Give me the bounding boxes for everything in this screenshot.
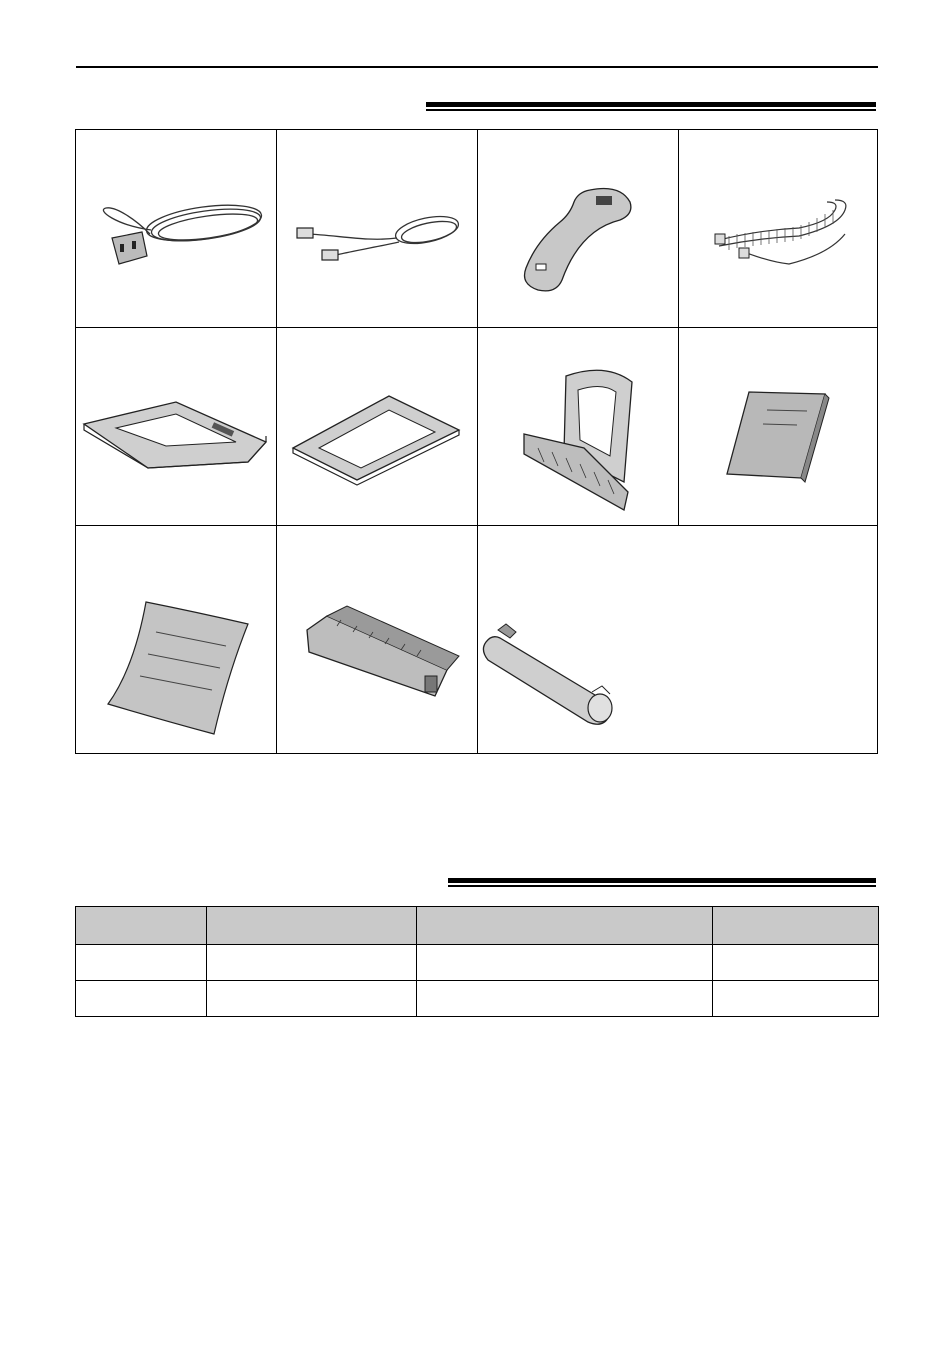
accessory-telephone-line-cord	[277, 130, 477, 327]
table-header-cell	[207, 907, 417, 945]
table-header-cell	[417, 907, 713, 945]
table-cell	[713, 945, 879, 981]
table-cell	[417, 945, 713, 981]
table-cell	[713, 981, 879, 1017]
parts-heading-rule	[448, 878, 876, 887]
table-header-cell	[713, 907, 879, 945]
parts-table	[75, 906, 879, 1017]
accessory-power-cord	[76, 130, 276, 327]
paper-tray-cover-icon	[277, 328, 477, 525]
power-cord-icon	[76, 130, 276, 327]
table-cell	[207, 945, 417, 981]
handset-icon	[478, 130, 678, 327]
accessories-heading-rule	[426, 102, 876, 111]
table-header-row	[76, 907, 879, 945]
accessory-sheet	[76, 526, 276, 753]
operating-instructions-icon	[679, 328, 877, 525]
table-cell	[417, 981, 713, 1017]
sheet-icon	[76, 526, 276, 753]
page-top-rule	[76, 66, 878, 68]
table-row	[76, 945, 879, 981]
drum-cartridge-icon	[277, 526, 477, 753]
paper-tray-icon	[76, 328, 276, 525]
paper-support-icon	[478, 328, 678, 525]
table-cell	[76, 981, 207, 1017]
table-row	[76, 981, 879, 1017]
accessory-handset-cord	[679, 130, 877, 327]
telephone-line-cord-icon	[277, 130, 477, 327]
toner-cartridge-icon	[478, 526, 877, 753]
accessories-grid	[75, 129, 878, 754]
accessory-paper-support	[478, 328, 678, 525]
accessory-operating-instructions	[679, 328, 877, 525]
accessory-toner-cartridge	[478, 526, 877, 753]
handset-cord-icon	[679, 130, 877, 327]
table-header-cell	[76, 907, 207, 945]
accessory-paper-tray-cover	[277, 328, 477, 525]
table-cell	[76, 945, 207, 981]
accessory-handset	[478, 130, 678, 327]
table-cell	[207, 981, 417, 1017]
accessory-paper-tray	[76, 328, 276, 525]
accessory-drum-cartridge	[277, 526, 477, 753]
